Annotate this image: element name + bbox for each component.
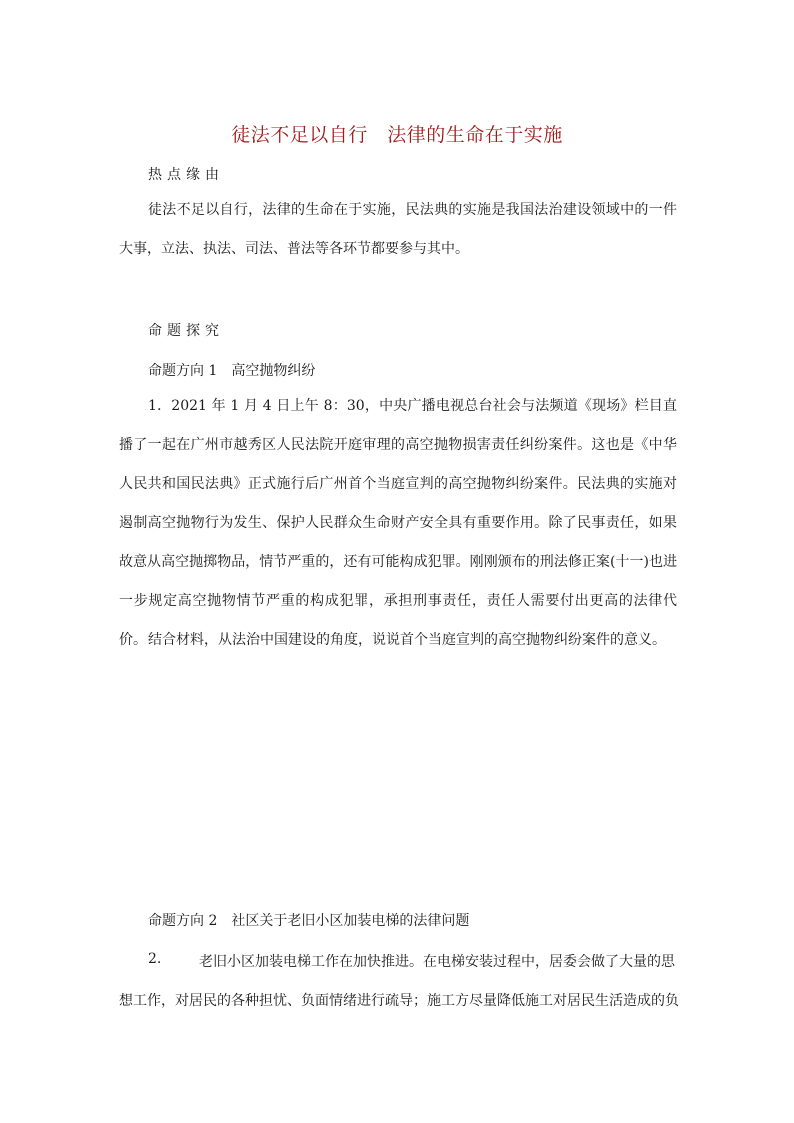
document-title: 徒法不足以自行 法律的生命在于实施 <box>231 124 563 146</box>
direction-2-label: 命题方向 2 社区关于老旧小区加装电梯的法律问题 <box>148 913 470 929</box>
direction-1-label: 命题方向 1 高空抛物纠纷 <box>148 363 316 379</box>
section-heading-hot-topic: 热点缘由 <box>148 167 224 183</box>
question-1-paragraph: 1．2021 年 1 月 4 日上午 8：30，中央广播电视总台社会与法频道《现场》栏目直播了一起在广州市越秀区人民法院开庭审理的高空抛物损害责任纠纷案件。这也是《中华人民共和国民法典》正式施行后广州首个当庭宣判的高空抛物纠纷案件。民法典的实施对遏制高空抛物行为发生、保护人民群众生命财产安全具有重要作用。除了民事责任，如果故意从高空抛掷物品，情节严重的，还有可能构成犯罪。刚刚颁布的刑法修正案(十一)也进一步规定高空抛物情节严重的构成犯罪，承担刑事责任，责任人需要付出更高的法律代价。 <box>119 398 677 648</box>
question-2-number: 2. <box>148 951 162 967</box>
hot-topic-paragraph: 徒法不足以自行，法律的生命在于实施，民法典的实施是我国法治建设领域中的一件大事，立法、执法、司法、普法等各环节都要参与其中。 <box>119 202 677 257</box>
question-2-line-2: 想工作，对居民的各种担忧、负面情绪进行疏导；施工方尽量降低施工对居民生活造成的负 <box>119 993 679 1009</box>
question-2-line-1: 老旧小区加装电梯工作在加快推进。在电梯安装过程中，居委会做了大量的思 <box>199 954 675 970</box>
section-heading-exploration: 命题探究 <box>148 323 224 339</box>
question-1-prompt: 结合材料，从法治中国建设的角度，说说首个当庭宣判的高空抛物纠纷案件的意义。 <box>148 632 666 648</box>
